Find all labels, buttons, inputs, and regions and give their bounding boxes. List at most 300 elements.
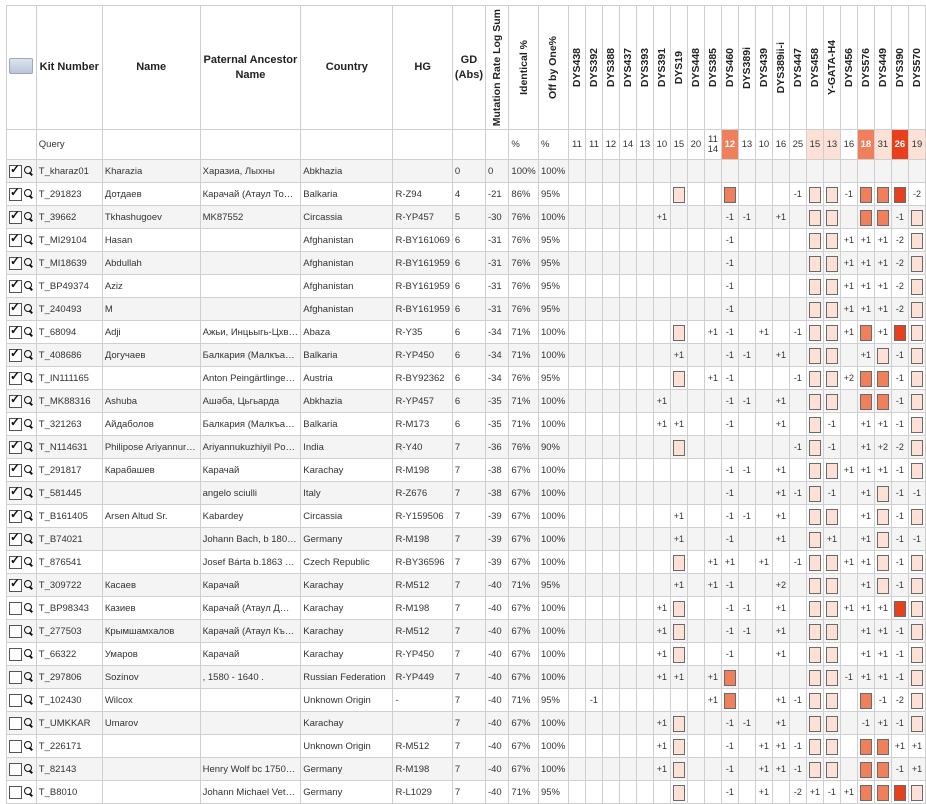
col-marker-dys385[interactable]: DYS385 [704,6,721,130]
paternal-ancestor-cell: Kabardey [200,505,301,528]
marker-box [911,279,923,295]
marker-cell-dys438 [568,459,585,482]
marker-diff: +1 [656,418,668,429]
marker-cell-dys389ii-i [772,620,789,643]
name-cell: Hasan [102,229,200,252]
marker-cell-dys391 [653,275,670,298]
paternal-ancestor-cell: Балкария (Малкъа… [200,413,301,436]
marker-cell-dys448 [687,321,704,344]
marker-cell-dys391 [653,413,670,436]
magnifier-icon[interactable] [24,396,32,404]
table-row[interactable] [7,551,926,574]
country-cell: Russian Federation [301,666,393,689]
paternal-ancestor-cell: Карачай [200,643,301,666]
marker-cell-dys437 [619,183,636,206]
marker-cell-dys576 [857,321,874,344]
paternal-ancestor-cell: Josef Bárta b.1863 … [200,551,301,574]
marker-diff: +2 [877,441,889,452]
country-cell: Afghanistan [301,298,393,321]
magnifier-icon[interactable] [24,281,32,289]
marker-diff: +1 [877,257,889,268]
table-row[interactable] [7,390,926,413]
marker-cell-dys437 [619,206,636,229]
col-marker-dys389ii-i[interactable]: DYS389ii-i [772,6,789,130]
kit-number-cell[interactable]: T_68094 [36,321,102,344]
marker-cell-y-gata-h4 [823,551,840,574]
marker-cell-dys576 [857,689,874,712]
marker-diff: +1 [775,533,787,544]
row-checkbox[interactable] [9,786,22,799]
row-checkbox[interactable] [9,671,22,684]
marker-cell-dys389i [738,597,755,620]
col-name[interactable]: Name [102,6,200,130]
kit-number-cell[interactable]: T_MK88316 [36,390,102,413]
magnifier-icon[interactable] [24,626,32,634]
marker-diff: -1 [895,464,904,475]
row-checkbox[interactable] [9,556,22,569]
kit-number-cell[interactable]: T_82143 [36,758,102,781]
marker-box [809,210,821,226]
table-row[interactable] [7,689,926,712]
row-checkbox[interactable] [9,694,22,707]
name-cell: Abdullah [102,252,200,275]
row-controls [7,321,37,344]
table-row[interactable] [7,666,926,689]
col-marker-dys391[interactable]: DYS391 [653,6,670,130]
row-checkbox[interactable] [9,740,22,753]
kit-number-cell[interactable]: T_581445 [36,482,102,505]
row-controls [7,344,37,367]
magnifier-icon[interactable] [24,304,32,312]
marker-diff: -1 [895,533,904,544]
marker-box [826,279,838,295]
table-row[interactable] [7,206,926,229]
magnifier-icon[interactable] [24,373,32,381]
col-marker-dys389i[interactable]: DYS389i [738,6,755,130]
marker-cell-dys391 [653,160,670,183]
row-controls [7,643,37,666]
row-checkbox[interactable] [9,211,22,224]
marker-diff: -1 [793,372,802,383]
col-marker-dys390[interactable]: DYS390 [891,6,908,130]
row-controls [7,436,37,459]
gd-cell: 6 [452,367,485,390]
marker-box [911,785,923,801]
row-checkbox[interactable] [9,625,22,638]
row-checkbox[interactable] [9,418,22,431]
marker-cell-dys389ii-i [772,528,789,551]
marker-cell-dys576 [857,459,874,482]
row-checkbox[interactable] [9,188,22,201]
kit-number-cell[interactable]: T_291823 [36,183,102,206]
marker-cell-dys438 [568,321,585,344]
marker-cell-dys449 [874,367,891,390]
table-row[interactable] [7,712,926,735]
row-checkbox[interactable] [9,326,22,339]
marker-cell-dys19 [670,160,687,183]
off-by-one-cell: 90% [538,436,568,459]
col-marker-dys438[interactable]: DYS438 [568,6,585,130]
marker-diff: +1 [656,717,668,728]
marker-cell-dys449 [874,551,891,574]
marker-diff: +1 [707,372,719,383]
kit-number-cell[interactable]: T_B161405 [36,505,102,528]
row-checkbox[interactable] [9,648,22,661]
magnifier-icon[interactable] [24,442,32,450]
select-all-header[interactable] [7,6,37,130]
magnifier-icon[interactable] [24,235,32,243]
kit-number-cell[interactable]: T_BP49374 [36,275,102,298]
row-controls [7,758,37,781]
col-mutation-rate[interactable]: Mutation Rate Log Sum [485,6,508,130]
marker-cell-dys438 [568,367,585,390]
kit-number-cell[interactable]: T_102430 [36,689,102,712]
row-controls [7,551,37,574]
marker-box [809,762,821,778]
col-marker-dys437[interactable]: DYS437 [619,6,636,130]
marker-cell-dys460 [721,459,738,482]
marker-cell-dys449 [874,482,891,505]
off-by-one-cell: 95% [538,574,568,597]
haplogroup-cell: R-M512 [393,574,452,597]
marker-cell-dys439 [755,482,772,505]
marker-cell-dys570 [908,528,925,551]
col-marker-dys448[interactable]: DYS448 [687,6,704,130]
gd-cell: 7 [452,735,485,758]
kit-number-cell[interactable]: T_UMKKAR [36,712,102,735]
magnifier-icon[interactable] [24,189,32,197]
country-cell: Balkaria [301,183,393,206]
marker-cell-y-gata-h4 [823,206,840,229]
col-country[interactable]: Country [301,6,393,130]
marker-cell-dys456 [840,689,857,712]
kit-number-cell[interactable]: T_BP98343 [36,597,102,620]
magnifier-icon[interactable] [24,488,32,496]
mutation-rate-cell: -38 [485,482,508,505]
table-row[interactable] [7,183,926,206]
table-row[interactable] [7,160,926,183]
row-checkbox[interactable] [9,487,22,500]
magnifier-icon[interactable] [24,465,32,473]
col-off-by-one[interactable]: Off by One% [538,6,568,130]
row-checkbox[interactable] [9,280,22,293]
col-kit-number[interactable]: Kit Number [36,6,102,130]
table-row[interactable] [7,643,926,666]
row-checkbox[interactable] [9,349,22,362]
marker-cell-dys385 [704,321,721,344]
marker-cell-dys438 [568,597,585,620]
row-checkbox[interactable] [9,372,22,385]
marker-diff: +1 [911,763,923,774]
haplogroup-cell: R-BY161959 [393,298,452,321]
marker-cell-dys391 [653,459,670,482]
kit-number-cell[interactable]: T_277503 [36,620,102,643]
marker-diff: -1 [793,188,802,199]
table-row[interactable] [7,597,926,620]
kit-number-cell[interactable]: T_N114631 [36,436,102,459]
off-by-one-cell: 95% [538,229,568,252]
col-paternal-ancestor[interactable]: Paternal Ancestor Name [200,6,301,130]
col-marker-dys388[interactable]: DYS388 [602,6,619,130]
marker-cell-dys448 [687,436,704,459]
marker-cell-dys389i [738,689,755,712]
gd-cell: 6 [452,344,485,367]
row-checkbox[interactable] [9,234,22,247]
magnifier-icon[interactable] [24,580,32,588]
off-by-one-cell: 95% [538,252,568,275]
haplogroup-cell: R-M512 [393,620,452,643]
gd-cell: 6 [452,413,485,436]
marker-diff: -1 [895,372,904,383]
marker-cell-dys388 [602,298,619,321]
col-marker-y-gata-h4[interactable]: Y-GATA-H4 [823,6,840,130]
name-cell: M [102,298,200,321]
col-marker-dys447[interactable]: DYS447 [789,6,806,130]
kit-number-cell[interactable]: T_B8010 [36,781,102,804]
marker-cell-dys437 [619,528,636,551]
off-by-one-cell: 100% [538,505,568,528]
magnifier-icon[interactable] [24,511,32,519]
magnifier-icon[interactable] [24,764,32,772]
col-marker-dys392[interactable]: DYS392 [585,6,602,130]
row-checkbox[interactable] [9,763,22,776]
table-row[interactable] [7,505,926,528]
table-row[interactable] [7,482,926,505]
row-checkbox[interactable] [9,165,22,178]
table-row[interactable] [7,367,926,390]
col-marker-dys449[interactable]: DYS449 [874,6,891,130]
col-identical[interactable]: Identical % [509,6,539,130]
marker-cell-dys390 [891,275,908,298]
col-hg[interactable]: HG [393,6,452,130]
marker-box [894,785,906,801]
kit-number-cell[interactable]: T_876541 [36,551,102,574]
col-marker-dys19[interactable]: DYS19 [670,6,687,130]
row-checkbox[interactable] [9,464,22,477]
gd-cell: 4 [452,183,485,206]
gd-cell: 7 [452,689,485,712]
magnifier-icon[interactable] [24,419,32,427]
off-by-one-cell: 100% [538,620,568,643]
marker-diff: -1 [725,579,734,590]
table-row[interactable] [7,298,926,321]
marker-diff: +1 [843,303,855,314]
marker-diff: +1 [860,533,872,544]
row-checkbox[interactable] [9,602,22,615]
query-marker-dys576: 18 [857,130,874,160]
row-checkbox[interactable] [9,510,22,523]
marker-cell-dys392 [585,413,602,436]
marker-box [673,187,685,203]
table-row[interactable] [7,528,926,551]
magnifier-icon[interactable] [24,603,32,611]
magnifier-icon[interactable] [24,695,32,703]
kit-number-cell[interactable]: T_309722 [36,574,102,597]
magnifier-icon[interactable] [24,258,32,266]
magnifier-icon[interactable] [24,212,32,220]
marker-cell-dys449 [874,574,891,597]
table-row[interactable] [7,735,926,758]
query-identical: % [509,130,539,160]
marker-cell-y-gata-h4 [823,183,840,206]
marker-box [809,509,821,525]
kit-number-cell[interactable]: T_291817 [36,459,102,482]
marker-box [809,739,821,755]
table-row[interactable] [7,620,926,643]
mutation-rate-cell: -34 [485,344,508,367]
table-row[interactable] [7,574,926,597]
query-marker-dys460: 12 [721,130,738,160]
marker-cell-dys447 [789,413,806,436]
row-checkbox[interactable] [9,257,22,270]
magnifier-icon[interactable] [24,166,32,174]
marker-cell-dys390 [891,574,908,597]
table-row[interactable] [7,413,926,436]
table-row[interactable] [7,252,926,275]
magnifier-icon[interactable] [24,672,32,680]
table-row[interactable] [7,275,926,298]
marker-cell-dys448 [687,781,704,804]
marker-cell-dys576 [857,551,874,574]
row-checkbox[interactable] [9,303,22,316]
off-by-one-cell: 100% [538,459,568,482]
marker-box [911,210,923,226]
kit-number-cell[interactable]: T_B74021 [36,528,102,551]
marker-cell-dys19 [670,574,687,597]
marker-box [911,371,923,387]
marker-cell-dys460 [721,183,738,206]
table-row[interactable] [7,229,926,252]
marker-diff: -1 [725,234,734,245]
marker-cell-dys390 [891,436,908,459]
kit-number-cell[interactable]: T_66322 [36,643,102,666]
magnifier-icon[interactable] [24,718,32,726]
kit-number-cell[interactable]: T_321263 [36,413,102,436]
table-row[interactable] [7,344,926,367]
marker-diff: -2 [895,441,904,452]
kit-number-cell[interactable]: T_IN111165 [36,367,102,390]
marker-cell-y-gata-h4 [823,597,840,620]
kit-number-cell[interactable]: T_kharaz01 [36,160,102,183]
col-marker-dys458[interactable]: DYS458 [806,6,823,130]
col-marker-dys576[interactable]: DYS576 [857,6,874,130]
col-marker-dys456[interactable]: DYS456 [840,6,857,130]
magnifier-icon[interactable] [24,557,32,565]
mutation-rate-cell: -34 [485,321,508,344]
marker-cell-dys390 [891,758,908,781]
kit-number-cell[interactable]: T_297806 [36,666,102,689]
table-row[interactable] [7,758,926,781]
magnifier-icon[interactable] [24,649,32,657]
kit-number-cell[interactable]: T_MI18639 [36,252,102,275]
kit-number-cell[interactable]: T_MI29104 [36,229,102,252]
paternal-ancestor-cell [200,712,301,735]
marker-cell-dys448 [687,689,704,712]
magnifier-icon[interactable] [24,741,32,749]
row-checkbox[interactable] [9,395,22,408]
gd-cell: 7 [452,574,485,597]
marker-cell-dys392 [585,597,602,620]
row-checkbox[interactable] [9,579,22,592]
header-row [7,6,926,130]
marker-cell-dys449 [874,459,891,482]
mutation-rate-cell: -40 [485,712,508,735]
identical-cell: 76% [509,298,539,321]
marker-box [911,624,923,640]
marker-cell-dys19 [670,206,687,229]
marker-cell-dys393 [636,367,653,390]
magnifier-icon[interactable] [24,534,32,542]
col-gd[interactable]: GD (Abs) [452,6,485,130]
marker-cell-dys392 [585,183,602,206]
col-marker-dys439[interactable]: DYS439 [755,6,772,130]
marker-cell-dys570 [908,666,925,689]
table-row[interactable] [7,781,926,804]
magnifier-icon[interactable] [24,350,32,358]
row-checkbox[interactable] [9,717,22,730]
table-row[interactable] [7,321,926,344]
col-marker-dys393[interactable]: DYS393 [636,6,653,130]
marker-cell-dys448 [687,666,704,689]
marker-box [877,187,889,203]
mutation-rate-cell: -31 [485,252,508,275]
name-cell [102,551,200,574]
marker-cell-dys388 [602,528,619,551]
row-checkbox[interactable] [9,441,22,454]
col-marker-dys570[interactable]: DYS570 [908,6,925,130]
kit-number-cell[interactable]: T_240493 [36,298,102,321]
kit-number-cell[interactable]: T_408686 [36,344,102,367]
off-by-one-cell: 100% [538,413,568,436]
off-by-one-cell: 100% [538,344,568,367]
marker-cell-dys385 [704,275,721,298]
marker-diff: +1 [860,671,872,682]
magnifier-icon[interactable] [24,327,32,335]
marker-cell-dys570 [908,482,925,505]
marker-cell-dys439 [755,597,772,620]
marker-cell-dys449 [874,643,891,666]
marker-box [809,555,821,571]
table-row[interactable] [7,459,926,482]
col-marker-dys460[interactable]: DYS460 [721,6,738,130]
row-controls [7,229,37,252]
magnifier-icon[interactable] [24,787,32,795]
marker-cell-dys458 [806,482,823,505]
marker-cell-dys439 [755,712,772,735]
marker-cell-dys389ii-i [772,482,789,505]
marker-diff: -2 [895,234,904,245]
marker-cell-dys389ii-i [772,758,789,781]
marker-cell-dys570 [908,620,925,643]
marker-box [809,325,821,341]
marker-diff: -1 [793,487,802,498]
table-row[interactable] [7,436,926,459]
marker-box [809,394,821,410]
marker-cell-dys576 [857,275,874,298]
marker-cell-dys393 [636,735,653,758]
name-cell [102,735,200,758]
marker-cell-dys390 [891,505,908,528]
mutation-rate-cell: -39 [485,528,508,551]
haplogroup-cell: R-Y35 [393,321,452,344]
paternal-ancestor-cell: angelo sciulli [200,482,301,505]
kit-number-cell[interactable]: T_226171 [36,735,102,758]
marker-cell-dys393 [636,758,653,781]
row-checkbox[interactable] [9,533,22,546]
marker-box [860,210,872,226]
kit-number-cell[interactable]: T_39662 [36,206,102,229]
marker-cell-dys439 [755,735,772,758]
